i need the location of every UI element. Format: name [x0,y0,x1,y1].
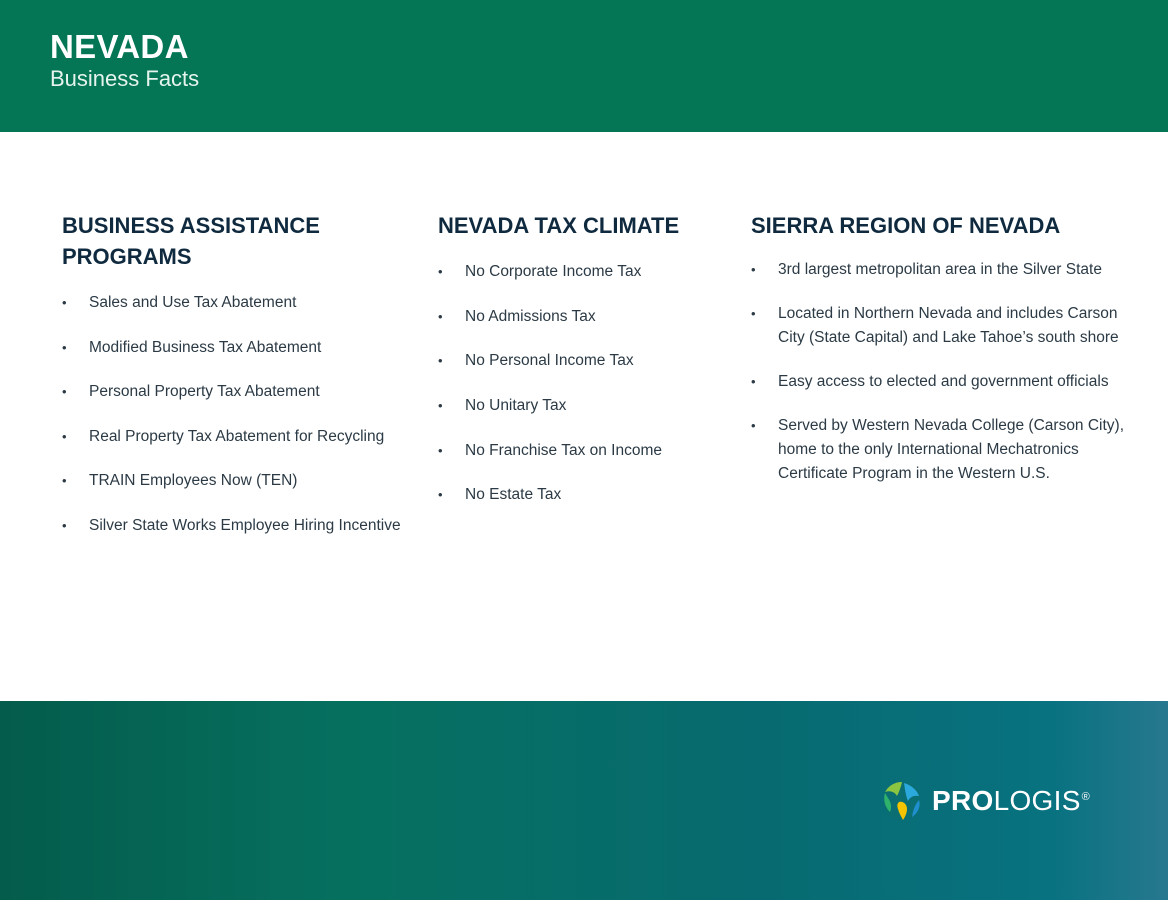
list-item [438,349,728,373]
list-item [438,394,728,418]
column-heading: BUSINESS ASSISTANCE PROGRAMS [62,213,320,269]
bullet-icon: • [438,398,443,414]
column-sierra-region [751,210,1131,506]
brand-wordmark-regular: LOGIS [993,785,1081,816]
list-item-text: Located in Northern Nevada and includes Carson City (State Capital) and Lake Tahoe’s south shore [778,305,1119,346]
list-item [751,414,1131,486]
list-item [438,305,728,329]
bullet-icon: • [751,262,756,277]
list-item-text: Easy access to elected and government officials [778,373,1109,390]
list-item-text: Modified Business Tax Abatement [89,338,322,356]
list-item-text: No Estate Tax [465,486,562,504]
column-heading: SIERRA REGION OF NEVADA [751,213,1061,238]
globe-logo-icon [881,780,923,822]
bullet-list [751,258,1131,486]
list-item [62,336,412,360]
list-item [438,260,728,284]
brand-wordmark [932,785,1090,817]
list-item [62,514,412,538]
list-item [751,370,1131,394]
bullet-icon: • [751,374,756,389]
bullet-icon: • [62,295,67,310]
registered-mark: ® [1081,790,1091,803]
list-item-text: 3rd largest metropolitan area in the Silver State [778,261,1102,278]
list-item-text: Served by Western Nevada College (Carson City), home to the only International Mechatronics Certificate Program in the Western U.S. [778,417,1125,482]
list-item [751,258,1131,282]
list-item-text: Real Property Tax Abatement for Recycling [89,427,385,445]
bullet-icon: • [438,353,443,369]
bullet-icon: • [751,418,756,433]
bullet-icon: • [438,264,443,279]
bullet-icon: • [62,339,67,355]
brand-wordmark-bold: PRO [932,785,994,816]
bullet-icon: • [62,473,67,489]
column-heading: NEVADA TAX CLIMATE [438,213,680,238]
bullet-icon: • [438,442,443,458]
bullet-icon: • [438,487,443,503]
header-banner [0,0,1168,132]
list-item [751,302,1131,350]
column-business-assistance [62,210,412,559]
bullet-icon: • [62,384,67,400]
list-item-text: No Admissions Tax [465,307,596,325]
list-item-text: No Unitary Tax [465,397,567,415]
page-title: NEVADA [50,28,189,65]
bullet-icon: • [751,306,756,321]
list-item [62,291,412,315]
list-item [438,439,728,463]
bullet-icon: • [438,308,443,324]
prologis-logo [881,780,1090,822]
bullet-icon: • [62,517,67,533]
list-item-text: Personal Property Tax Abatement [89,383,320,401]
page-subtitle: Business Facts [50,66,200,91]
list-item [62,425,412,449]
list-item-text: TRAIN Employees Now (TEN) [89,472,298,490]
list-item [62,469,412,493]
list-item-text: Silver State Works Employee Hiring Incentive [89,516,401,534]
list-item-text: No Personal Income Tax [465,352,634,370]
bullet-icon: • [62,428,67,444]
list-item [438,483,728,507]
list-item-text: No Corporate Income Tax [465,263,642,280]
list-item-text: No Franchise Tax on Income [465,441,663,459]
list-item [62,380,412,404]
bullet-list [62,291,412,538]
column-tax-climate [438,210,728,528]
bullet-list [438,260,728,507]
list-item-text: Sales and Use Tax Abatement [89,294,297,311]
